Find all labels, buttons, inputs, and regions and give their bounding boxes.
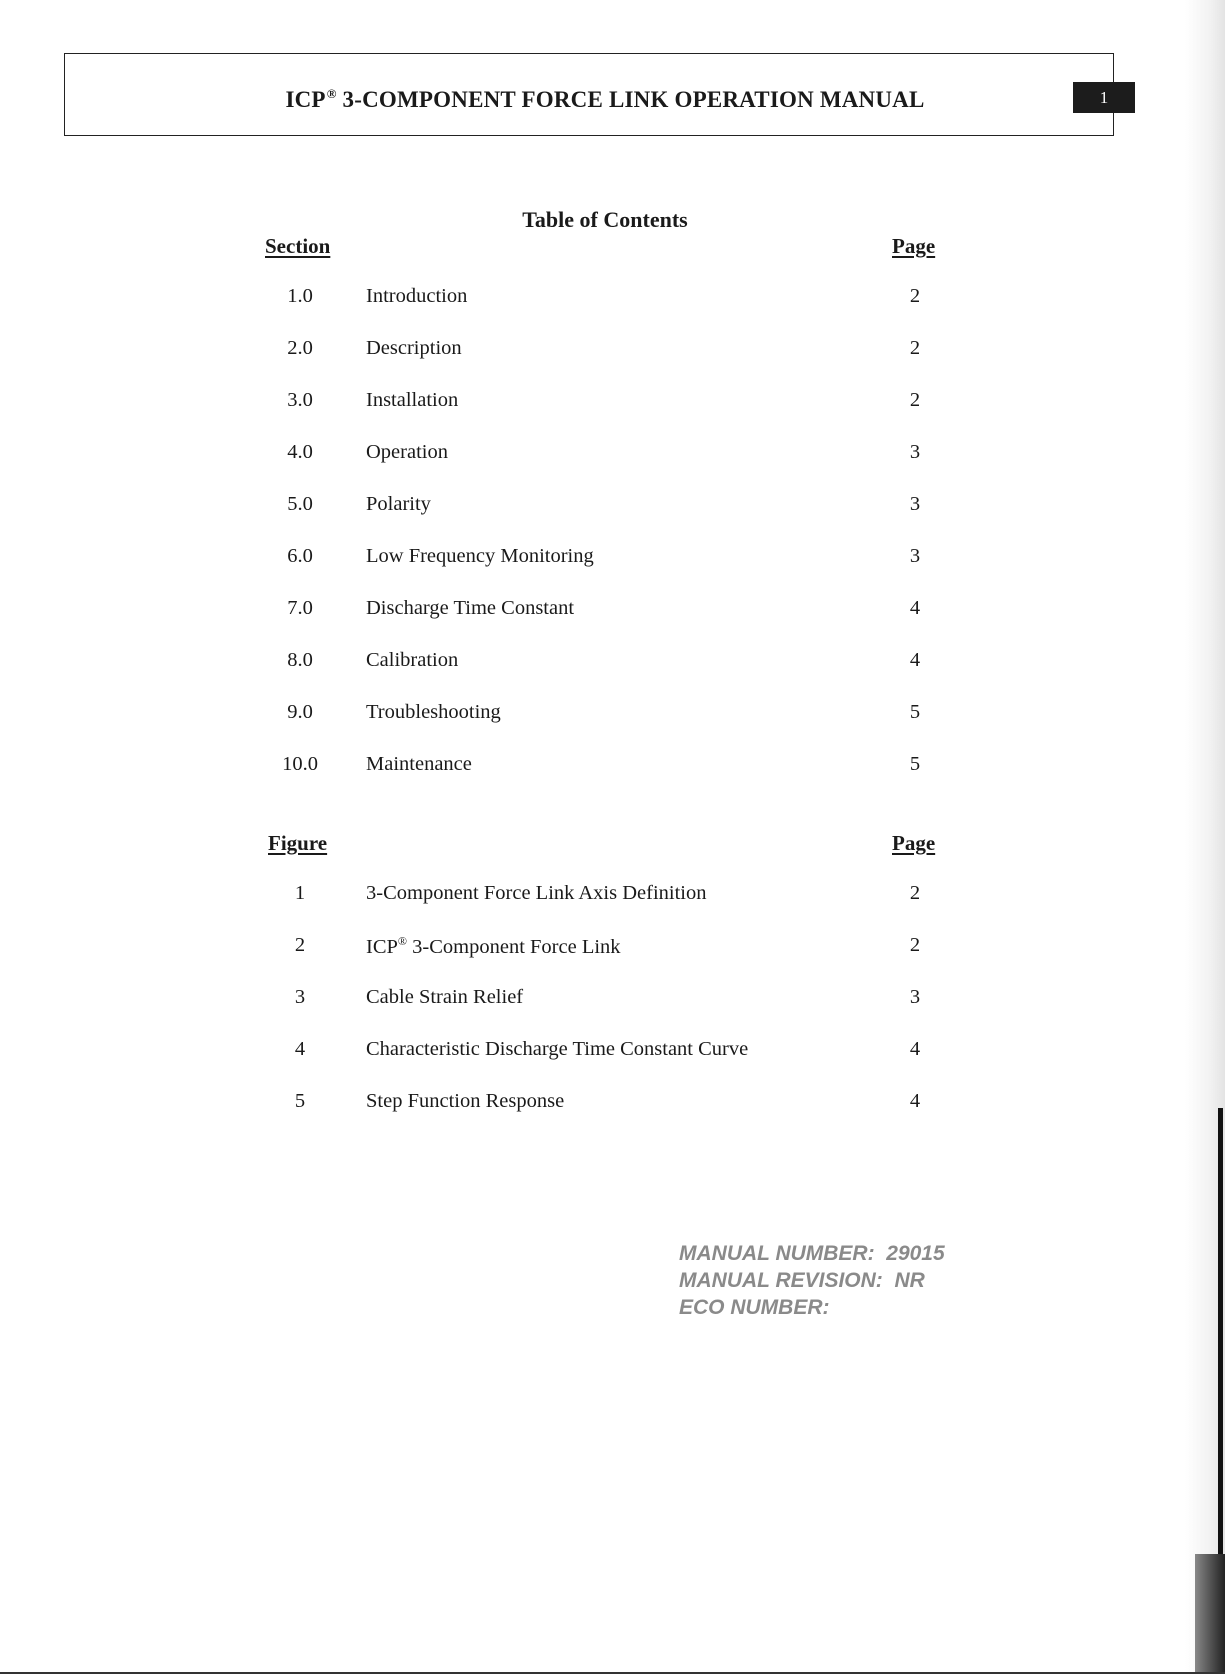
section-title: Troubleshooting bbox=[366, 701, 501, 723]
section-page: 4 bbox=[909, 597, 921, 619]
figure-page-column-heading: Page bbox=[892, 831, 936, 855]
figure-title: Cable Strain Relief bbox=[366, 986, 524, 1008]
section-page: 4 bbox=[909, 649, 921, 671]
section-number: 4.0 bbox=[287, 441, 313, 463]
toc-section-row[interactable] bbox=[0, 545, 1225, 575]
section-title: Discharge Time Constant bbox=[366, 597, 575, 619]
figure-title: 3-Component Force Link Axis Definition bbox=[366, 882, 707, 904]
figure-title-rest: 3-Component Force Link bbox=[407, 936, 621, 958]
section-title: Installation bbox=[366, 389, 459, 411]
title-prefix: ICP bbox=[285, 87, 326, 112]
section-page: 2 bbox=[909, 389, 921, 411]
figure-number: 1 bbox=[294, 882, 306, 904]
page-number-badge: 1 bbox=[1073, 82, 1135, 113]
section-column-heading: Section bbox=[265, 234, 331, 258]
figure-column-heading: Figure bbox=[268, 831, 328, 855]
figure-number: 4 bbox=[294, 1038, 306, 1060]
toc-section-row[interactable] bbox=[0, 493, 1225, 523]
section-page: 2 bbox=[909, 285, 921, 307]
section-number: 8.0 bbox=[287, 649, 313, 671]
toc-figure-row[interactable] bbox=[0, 1038, 1225, 1068]
section-number: 2.0 bbox=[287, 337, 313, 359]
toc-section-row[interactable] bbox=[0, 337, 1225, 367]
section-title: Calibration bbox=[366, 649, 459, 671]
section-number: 9.0 bbox=[287, 701, 313, 723]
eco-number: ECO NUMBER: bbox=[679, 1296, 830, 1319]
toc-section-row[interactable] bbox=[0, 753, 1225, 783]
section-title: Introduction bbox=[366, 285, 468, 307]
section-number: 10.0 bbox=[282, 753, 318, 775]
section-title: Description bbox=[366, 337, 462, 359]
figure-title bbox=[366, 934, 621, 959]
section-page: 5 bbox=[909, 701, 921, 723]
toc-section-row[interactable] bbox=[0, 597, 1225, 627]
section-number: 6.0 bbox=[287, 545, 313, 567]
figure-page: 4 bbox=[909, 1090, 921, 1112]
figure-title: Characteristic Discharge Time Constant Curve bbox=[366, 1038, 749, 1060]
section-number: 7.0 bbox=[287, 597, 313, 619]
toc-section-row[interactable] bbox=[0, 649, 1225, 679]
figure-number: 5 bbox=[294, 1090, 306, 1112]
toc-section-row[interactable] bbox=[0, 389, 1225, 419]
section-page: 3 bbox=[909, 545, 921, 567]
section-title: Polarity bbox=[366, 493, 431, 515]
section-page-column-heading: Page bbox=[892, 234, 936, 258]
figure-page: 4 bbox=[909, 1038, 921, 1060]
section-title: Operation bbox=[366, 441, 448, 463]
manual-info-stamp bbox=[679, 1240, 945, 1321]
toc-figure-row[interactable] bbox=[0, 882, 1225, 912]
scan-corner-shadow bbox=[1195, 1554, 1225, 1674]
section-number: 1.0 bbox=[287, 285, 313, 307]
toc-figure-row[interactable] bbox=[0, 986, 1225, 1016]
toc-figure-row[interactable] bbox=[0, 934, 1225, 964]
figure-page: 3 bbox=[909, 986, 921, 1008]
section-title: Maintenance bbox=[366, 753, 472, 775]
document-title bbox=[0, 86, 1210, 113]
figure-page: 2 bbox=[909, 882, 921, 904]
section-title: Low Frequency Monitoring bbox=[366, 545, 594, 567]
figure-number: 2 bbox=[294, 934, 306, 956]
section-page: 5 bbox=[909, 753, 921, 775]
section-number: 5.0 bbox=[287, 493, 313, 515]
figure-title-prefix: ICP bbox=[366, 936, 398, 958]
figure-page: 2 bbox=[909, 934, 921, 956]
section-number: 3.0 bbox=[287, 389, 313, 411]
toc-figure-row[interactable] bbox=[0, 1090, 1225, 1120]
manual-number: MANUAL NUMBER: 29015 bbox=[679, 1242, 945, 1265]
registered-mark: ® bbox=[397, 934, 408, 948]
manual-revision: MANUAL REVISION: NR bbox=[679, 1269, 925, 1292]
toc-section-row[interactable] bbox=[0, 441, 1225, 471]
registered-mark: ® bbox=[326, 86, 337, 101]
title-rest: 3-COMPONENT FORCE LINK OPERATION MANUAL bbox=[336, 87, 925, 112]
toc-section-row[interactable] bbox=[0, 701, 1225, 731]
toc-section-row[interactable] bbox=[0, 285, 1225, 315]
figure-number: 3 bbox=[294, 986, 306, 1008]
toc-title: Table of Contents bbox=[522, 207, 688, 232]
figure-title: Step Function Response bbox=[366, 1090, 565, 1112]
scan-edge-bar bbox=[1218, 1108, 1223, 1588]
section-page: 3 bbox=[909, 441, 921, 463]
section-page: 3 bbox=[909, 493, 921, 515]
section-page: 2 bbox=[909, 337, 921, 359]
